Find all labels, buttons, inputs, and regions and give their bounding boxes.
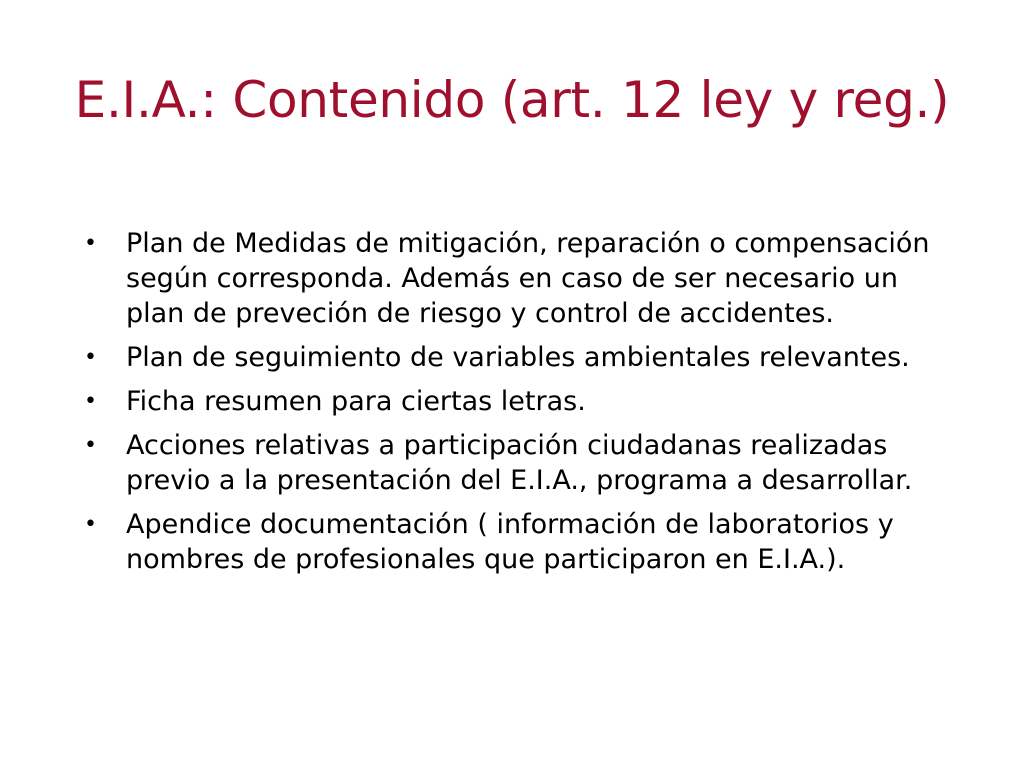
bullet-text: Ficha resumen para ciertas letras. — [126, 386, 586, 417]
bullet-text: Acciones relativas a participación ciudadanas realizadas previo a la presentación del E.I.A., programa a desarrollar. — [126, 430, 913, 496]
bullet-list — [84, 226, 944, 586]
bullet-text: Plan de seguimiento de variables ambientales relevantes. — [126, 342, 910, 373]
bullet-marker: • — [84, 433, 97, 458]
bullet-marker: • — [84, 512, 97, 537]
bullet-item-3 — [84, 384, 944, 419]
bullet-text: Apendice documentación ( información de laboratorios y nombres de profesionales que participaron en E.I.A.). — [126, 509, 894, 575]
bullet-item-4 — [84, 428, 944, 498]
bullet-item-2 — [84, 340, 944, 375]
bullet-text: Plan de Medidas de mitigación, reparación o compensación según corresponda. Además en caso de ser necesario un plan de preveción de riesgo y control de accidentes. — [126, 228, 930, 329]
bullet-item-1 — [84, 226, 944, 331]
bullet-item-5 — [84, 507, 944, 577]
bullet-marker: • — [84, 345, 97, 370]
slide-title: E.I.A.: Contenido (art. 12 ley y reg.) — [74, 71, 950, 129]
bullet-marker: • — [84, 231, 97, 256]
bullet-marker: • — [84, 389, 97, 414]
